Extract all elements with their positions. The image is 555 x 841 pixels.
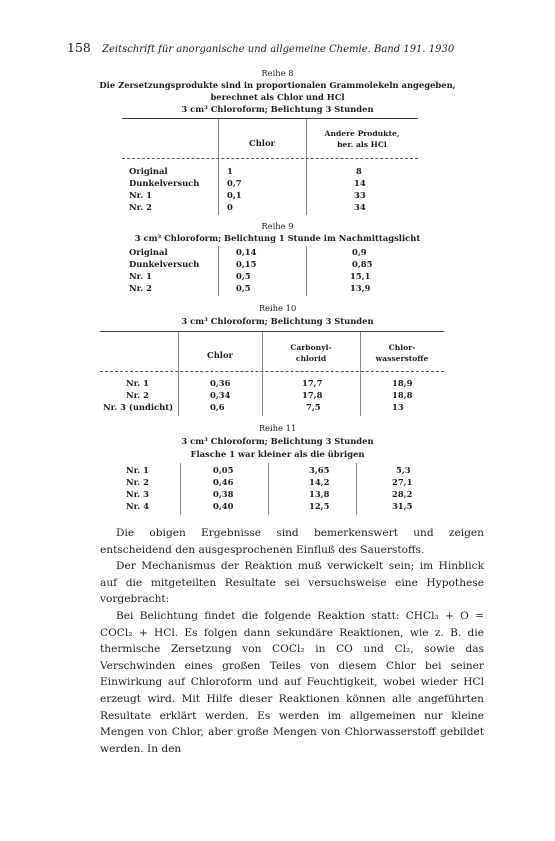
reihe9-row-chlor: 0,14 [236, 247, 257, 257]
reihe9-row-label: Nr. 1 [129, 271, 152, 281]
reihe11-row-carbonyl: 13,8 [309, 489, 330, 499]
reihe8-row-label: Nr. 2 [129, 202, 152, 212]
reihe11-row-chlor: 0,46 [213, 477, 234, 487]
reihe11-row [0, 477, 555, 488]
reihe8-row-chlor: 0,7 [227, 178, 242, 188]
reihe9-row [0, 259, 555, 270]
reihe10-row-carbonyl: 7,5 [306, 402, 321, 412]
reihe11-row-carbonyl: 3,65 [309, 465, 330, 475]
reihe11-row-chlor: 0,38 [213, 489, 234, 499]
reihe8-row-label: Original [129, 166, 168, 176]
reihe11-row-carbonyl: 14,2 [309, 477, 330, 487]
reihe11-row [0, 489, 555, 500]
reihe10-header-hcl-1: Chlor- [388, 343, 416, 352]
reihe10-row-chlor: 0,34 [210, 390, 231, 400]
reihe9-row [0, 271, 555, 282]
reihe10-row-hcl: 13 [392, 402, 404, 412]
reihe10-top-rule [100, 331, 444, 332]
reihe10-row [0, 378, 555, 389]
reihe11-caption-line2: Flasche 1 war kleiner als die übrigen [190, 449, 365, 459]
reihe9-row-chlor: 0,15 [236, 259, 257, 269]
reihe8-row-chlor: 0 [227, 202, 233, 212]
reihe8-top-rule [122, 118, 418, 119]
reihe8-title: Reihe 8 [261, 68, 294, 78]
reihe10-row-label: Nr. 3 (undicht) [103, 402, 174, 412]
paragraph: Der Mechanismus der Reaktion muß verwickelt sein; im Hinblick auf die mitgeteilten Resultate sei versuchsweise eine Hypothese vorgebracht: [100, 560, 484, 606]
reihe9-row-andere: 0,9 [352, 247, 367, 257]
reihe9-row [0, 247, 555, 258]
reihe9-row-label: Dunkelversuch [129, 259, 200, 269]
reihe10-row-hcl: 18,8 [392, 390, 413, 400]
reihe9-title: Reihe 9 [261, 221, 294, 231]
reihe9-row-andere: 13,9 [350, 283, 371, 293]
reihe9-caption: 3 cm³ Chloroform; Belichtung 1 Stunde im Nachmittagslicht [134, 233, 421, 243]
reihe11-row [0, 501, 555, 512]
reihe8-header-andere-1: Andere Produkte, [324, 129, 400, 138]
reihe8-row-andere: 14 [354, 178, 366, 188]
reihe11-title: Reihe 11 [258, 423, 297, 433]
reihe8-row-andere: 33 [354, 190, 366, 200]
reihe11-row-chlor: 0,05 [213, 465, 234, 475]
reihe10-row [0, 402, 555, 413]
reihe10-row-chlor: 0,36 [210, 378, 231, 388]
reihe11-caption-line1: 3 cm³ Chloroform; Belichtung 3 Stunden [181, 436, 374, 446]
reihe8-caption-line1: Die Zersetzungsprodukte sind in proportionalen Grammolekeln angegeben, [99, 80, 456, 90]
reihe8-row [0, 190, 555, 201]
reihe11-row-label: Nr. 4 [126, 501, 149, 511]
reihe11-row-label: Nr. 3 [126, 489, 149, 499]
reihe8-header-andere-2: ber. als HCl [337, 140, 387, 149]
paragraph: Die obigen Ergebnisse sind bemerkenswert und zeigen entscheidend den ausgesprochenen Einfluß des Sauerstoffs. [100, 527, 484, 556]
page-number: 158 [67, 40, 91, 55]
reihe8-row-andere: 34 [354, 202, 366, 212]
reihe11-row-hcl: 27,1 [392, 477, 413, 487]
reihe10-header-hcl-2: wasserstoffe [375, 354, 429, 363]
reihe9-row-andere: 15,1 [350, 271, 371, 281]
reihe9-row-label: Nr. 2 [129, 283, 152, 293]
reihe11-row-label: Nr. 2 [126, 477, 149, 487]
reihe8-header-chlor: Chlor [249, 138, 275, 148]
reihe11-row [0, 465, 555, 476]
reihe11-row-hcl: 31,5 [392, 501, 413, 511]
reihe8-caption-line3: 3 cm³ Chloroform; Belichtung 3 Stunden [181, 104, 374, 114]
reihe10-header-rule [100, 371, 444, 372]
reihe8-row-andere: 8 [356, 166, 362, 176]
reihe10-row [0, 390, 555, 401]
reihe8-row-chlor: 1 [227, 166, 233, 176]
reihe11-row-label: Nr. 1 [126, 465, 149, 475]
reihe9-row-label: Original [129, 247, 168, 257]
journal-title: Zeitschrift für anorganische und allgemeine Chemie. Band 191. 1930 [102, 44, 455, 55]
reihe8-caption-line2: berechnet als Chlor und HCl [210, 92, 345, 102]
reihe11-row-hcl: 28,2 [392, 489, 413, 499]
reihe10-title: Reihe 10 [258, 303, 297, 313]
reihe10-header-chlor: Chlor [207, 350, 233, 360]
body-text [100, 525, 484, 757]
reihe9-row-chlor: 0,5 [236, 271, 251, 281]
reihe10-row-hcl: 18,9 [392, 378, 413, 388]
reihe9-row [0, 283, 555, 294]
reihe8-header-rule [122, 158, 418, 159]
reihe8-row-label: Dunkelversuch [129, 178, 200, 188]
reihe11-row-chlor: 0,40 [213, 501, 234, 511]
paragraph: Bei Belichtung findet die folgende Reaktion statt: CHCl₃ + O = COCl₂ + HCl. Es folgen dann sekundäre Reaktionen, wie z. B. die thermische Zersetzung von COCl₂ in CO und Cl₂, sowie das Verschwinden eines großen Teiles von diesem Chlor bei seiner Einwirkung auf Chloroform und auf Feuchtigkeit, wobei wieder HCl erzeugt wird. Mit Hilfe dieser Reaktionen können alle angeführten Resultate erklärt werden. Es werden im allgemeinen nur kleine Mengen von Chlor, aber große Mengen von Chlorwasserstoff gebildet werden. In den [100, 609, 484, 755]
reihe8-row [0, 166, 555, 177]
reihe8-row-label: Nr. 1 [129, 190, 152, 200]
reihe8-row [0, 202, 555, 213]
reihe10-header-carbonyl-1: Carbonyl- [290, 343, 332, 352]
reihe9-row-chlor: 0,5 [236, 283, 251, 293]
reihe10-caption: 3 cm³ Chloroform; Belichtung 3 Stunden [181, 316, 374, 326]
reihe10-row-label: Nr. 1 [126, 378, 149, 388]
reihe8-row-chlor: 0,1 [227, 190, 242, 200]
reihe10-row-carbonyl: 17,8 [302, 390, 323, 400]
reihe9-row-andere: 0,85 [352, 259, 373, 269]
reihe10-header-carbonyl-2: chlorid [295, 354, 327, 363]
reihe8-row [0, 178, 555, 189]
reihe11-row-carbonyl: 12,5 [309, 501, 330, 511]
reihe10-row-carbonyl: 17,7 [302, 378, 323, 388]
running-header [67, 40, 485, 55]
reihe11-row-hcl: 5,3 [396, 465, 411, 475]
reihe10-row-chlor: 0,6 [210, 402, 225, 412]
reihe10-row-label: Nr. 2 [126, 390, 149, 400]
